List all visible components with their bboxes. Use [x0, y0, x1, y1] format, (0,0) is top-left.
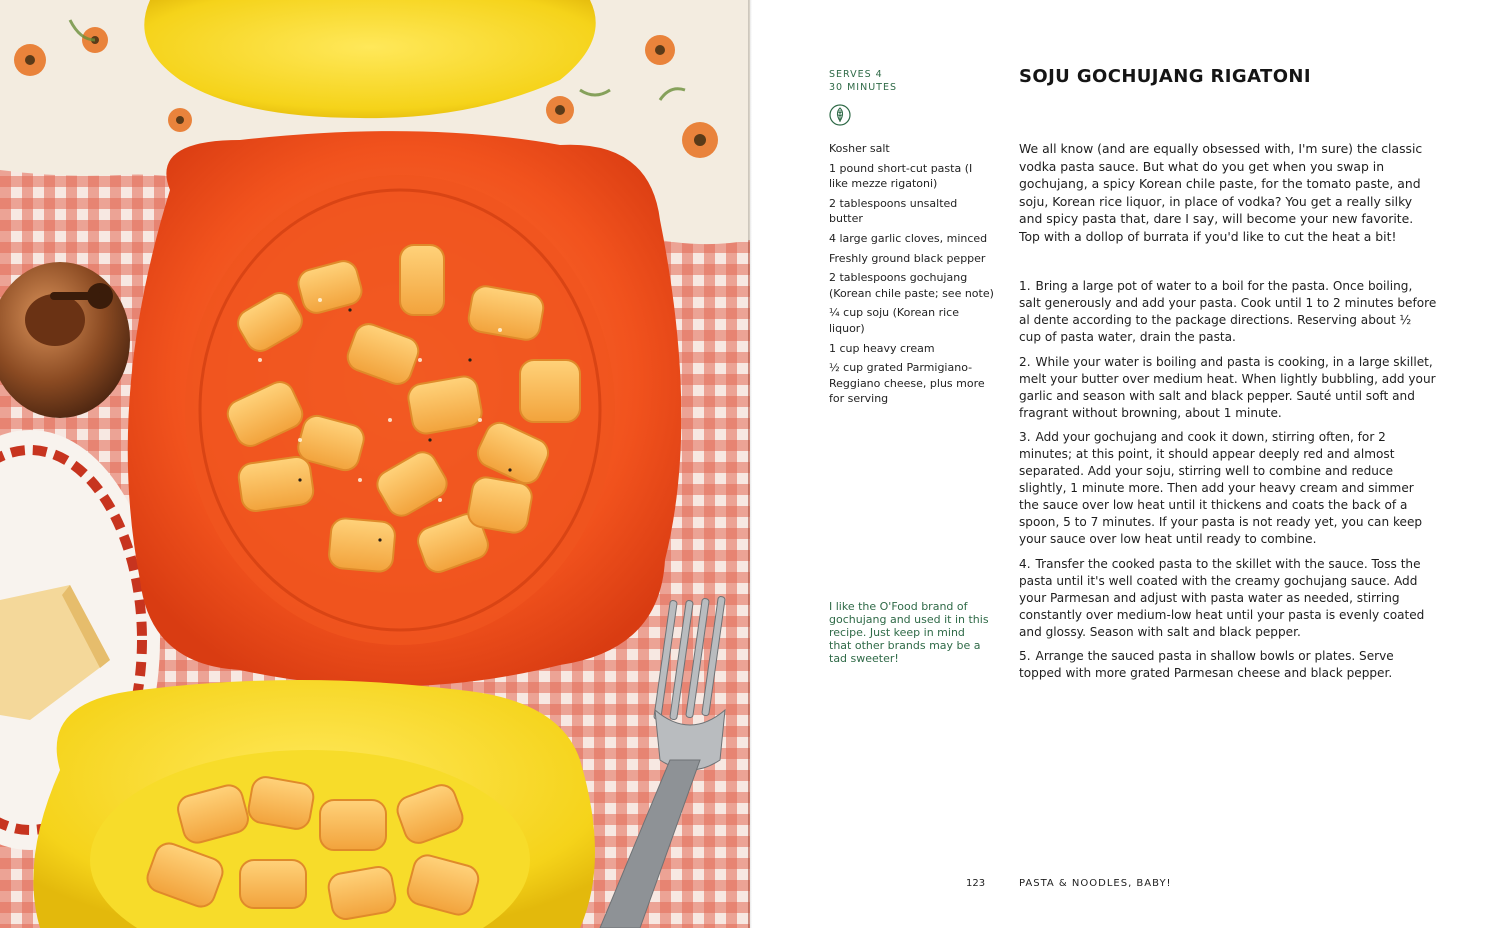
ingredient-item: ½ cup grated Parmigiano-Reggiano cheese, plus more for serving — [829, 361, 985, 406]
ingredient-item: 2 tablespoons gochujang (Korean chile paste; see note) — [829, 271, 994, 300]
section-title: PASTA & NOODLES, BABY! — [1019, 878, 1172, 889]
step-text: Transfer the cooked pasta to the skillet with the sauce. Toss the pasta until it's well coated with the creamy gochujang sauce. Add your Parmesan and adjust with pasta water as needed, stirring constantly over medium-low heat until your pasta is evenly coated and glossy. Season with salt and black pepper. — [1019, 556, 1425, 639]
step-number: 4. — [1019, 556, 1031, 571]
method-step — [1019, 354, 1437, 422]
recipe-intro: We all know (and are equally obsessed with, I'm sure) the classic vodka pasta sauce. But what do you get when you swap in gochujang, a spicy Korean chile paste, for the tomato paste, and soju, Korean rice liquor, in place of vodka? You get a really silky and spicy pasta that, dare I say, will become your new favorite. Top with a dollop of burrata if you'd like to cut the heat a bit! — [1019, 141, 1423, 244]
recipe-title: SOJU GOCHUJANG RIGATONI — [1019, 66, 1311, 87]
method-step — [1019, 648, 1437, 682]
step-text: Bring a large pot of water to a boil for the pasta. Once boiling, salt generously and add your pasta. Cook until 1 to 2 minutes before al dente according to the package directions. Reserving about ½ cup of pasta water, drain the pasta. — [1019, 279, 1437, 344]
method-step — [1019, 556, 1437, 641]
ingredient-item: Kosher salt — [829, 142, 890, 155]
method-step — [1019, 429, 1437, 548]
ingredient-item: 1 pound short-cut pasta (I like mezze rigatoni) — [829, 161, 973, 191]
page-gutter — [748, 0, 752, 928]
ingredient-item: Freshly ground black pepper — [829, 251, 986, 265]
step-text: Add your gochujang and cook it down, stirring often, for 2 minutes; at this point, it should appear deeply red and almost separated. Add your soju, stirring well to combine and reduce slightly, 1 minute more. Then add your heavy cream and simmer the sauce over low heat until it thickens and coats the back of a spoon, 5 to 7 minutes. If your pasta is not ready yet, you can keep your sauce over low heat until ready to combine. — [1019, 430, 1423, 546]
page-number: 123 — [966, 878, 986, 889]
serves-label: SERVES 4 — [829, 69, 883, 80]
step-text: Arrange the sauced pasta in shallow bowls or plates. Serve topped with more grated Parmesan cheese and black pepper. — [1019, 649, 1394, 680]
leaf-vegetarian-icon — [829, 104, 851, 126]
step-number: 3. — [1019, 430, 1031, 444]
ingredient-item: 4 large garlic cloves, minced — [829, 231, 988, 245]
step-number: 1. — [1019, 279, 1031, 293]
ingredient-list — [829, 141, 994, 411]
method-steps — [1019, 278, 1437, 690]
method-step — [1019, 278, 1437, 346]
time-label: 30 MINUTES — [829, 82, 898, 93]
step-number: 5. — [1019, 649, 1031, 663]
recipe-note: I like the O'Food brand of gochujang and used it in this recipe. Just keep in mind that other brands may be a tad sweeter! — [829, 600, 989, 665]
step-text: While your water is boiling and pasta is cooking, in a large skillet, melt your butter over medium heat. When lightly bubbling, add your garlic and season with salt and black pepper. Sauté until soft and fragrant without browning, about 1 minute. — [1019, 354, 1436, 420]
recipe-meta — [829, 68, 897, 94]
ingredient-item: ¼ cup soju (Korean rice liquor) — [829, 306, 959, 335]
step-number: 2. — [1019, 354, 1031, 369]
ingredient-item: 2 tablespoons unsalted butter — [829, 196, 958, 226]
ingredient-item: 1 cup heavy cream — [829, 341, 935, 355]
